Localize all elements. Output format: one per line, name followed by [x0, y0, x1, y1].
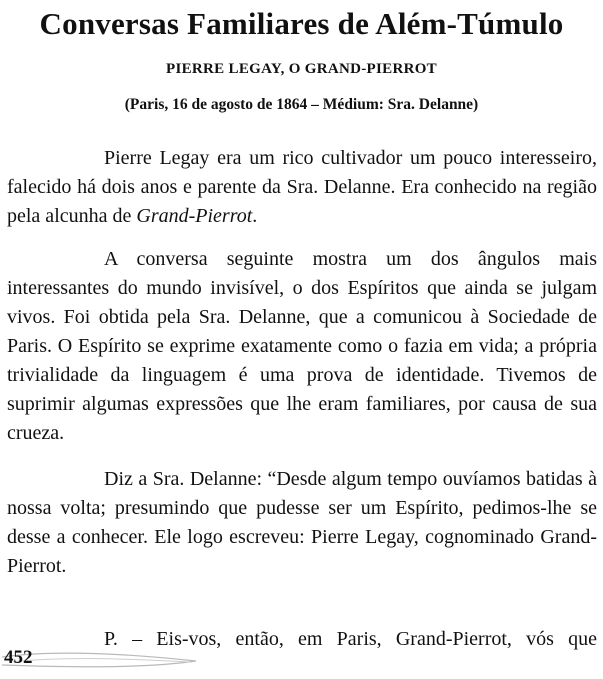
paragraph-2-text: A conversa seguinte mostra um dos ângulos mais interessantes do mundo invisível, o dos Espíritos que ainda se julgam vivos. Foi obtida pela Sra. Delanne, que a comunicou à Sociedade de Paris. O Espírito se exprime exatamente como o fazia em vida; a própria trivialidade da linguagem é uma prova de identidade. Tivemos de suprimir algumas expressões que lhe eram familiares, por causa de sua crueza. — [7, 248, 597, 444]
paragraph-4-text: P. – Eis-vos, então, em Paris, Grand-Pierrot, vós que — [104, 628, 597, 650]
chapter-title: Conversas Familiares de Além-Túmulo — [39, 6, 564, 41]
page-number: 452 — [4, 647, 33, 668]
paragraph-2 — [7, 245, 597, 448]
page-swoosh-ornament — [0, 635, 603, 679]
paragraph-3 — [7, 465, 597, 581]
paragraph-1-text: Pierre Legay era um rico cultivador um pouco interesseiro, falecido há dois anos e parente da Sra. Delanne. Era conhecido na região pela alcunha de — [7, 147, 597, 227]
nickname-italic: Grand-Pierrot — [136, 205, 253, 227]
session-info: (Paris, 16 de agosto de 1864 – Médium: Sra. Delanne) — [124, 96, 479, 113]
paragraph-1 — [7, 144, 597, 231]
paragraph-1-end: . — [252, 205, 258, 227]
section-subtitle: PIERRE LEGAY, O GRAND-PIERROT — [166, 61, 437, 77]
paragraph-3-text: Diz a Sra. Delanne: “Desde algum tempo ouvíamos batidas à nossa volta; presumindo que pudesse ser um Espírito, pedimos-lhe se desse a conhecer. Ele logo escreveu: Pierre Legay, cognominado Grand-Pierrot. — [7, 468, 597, 577]
